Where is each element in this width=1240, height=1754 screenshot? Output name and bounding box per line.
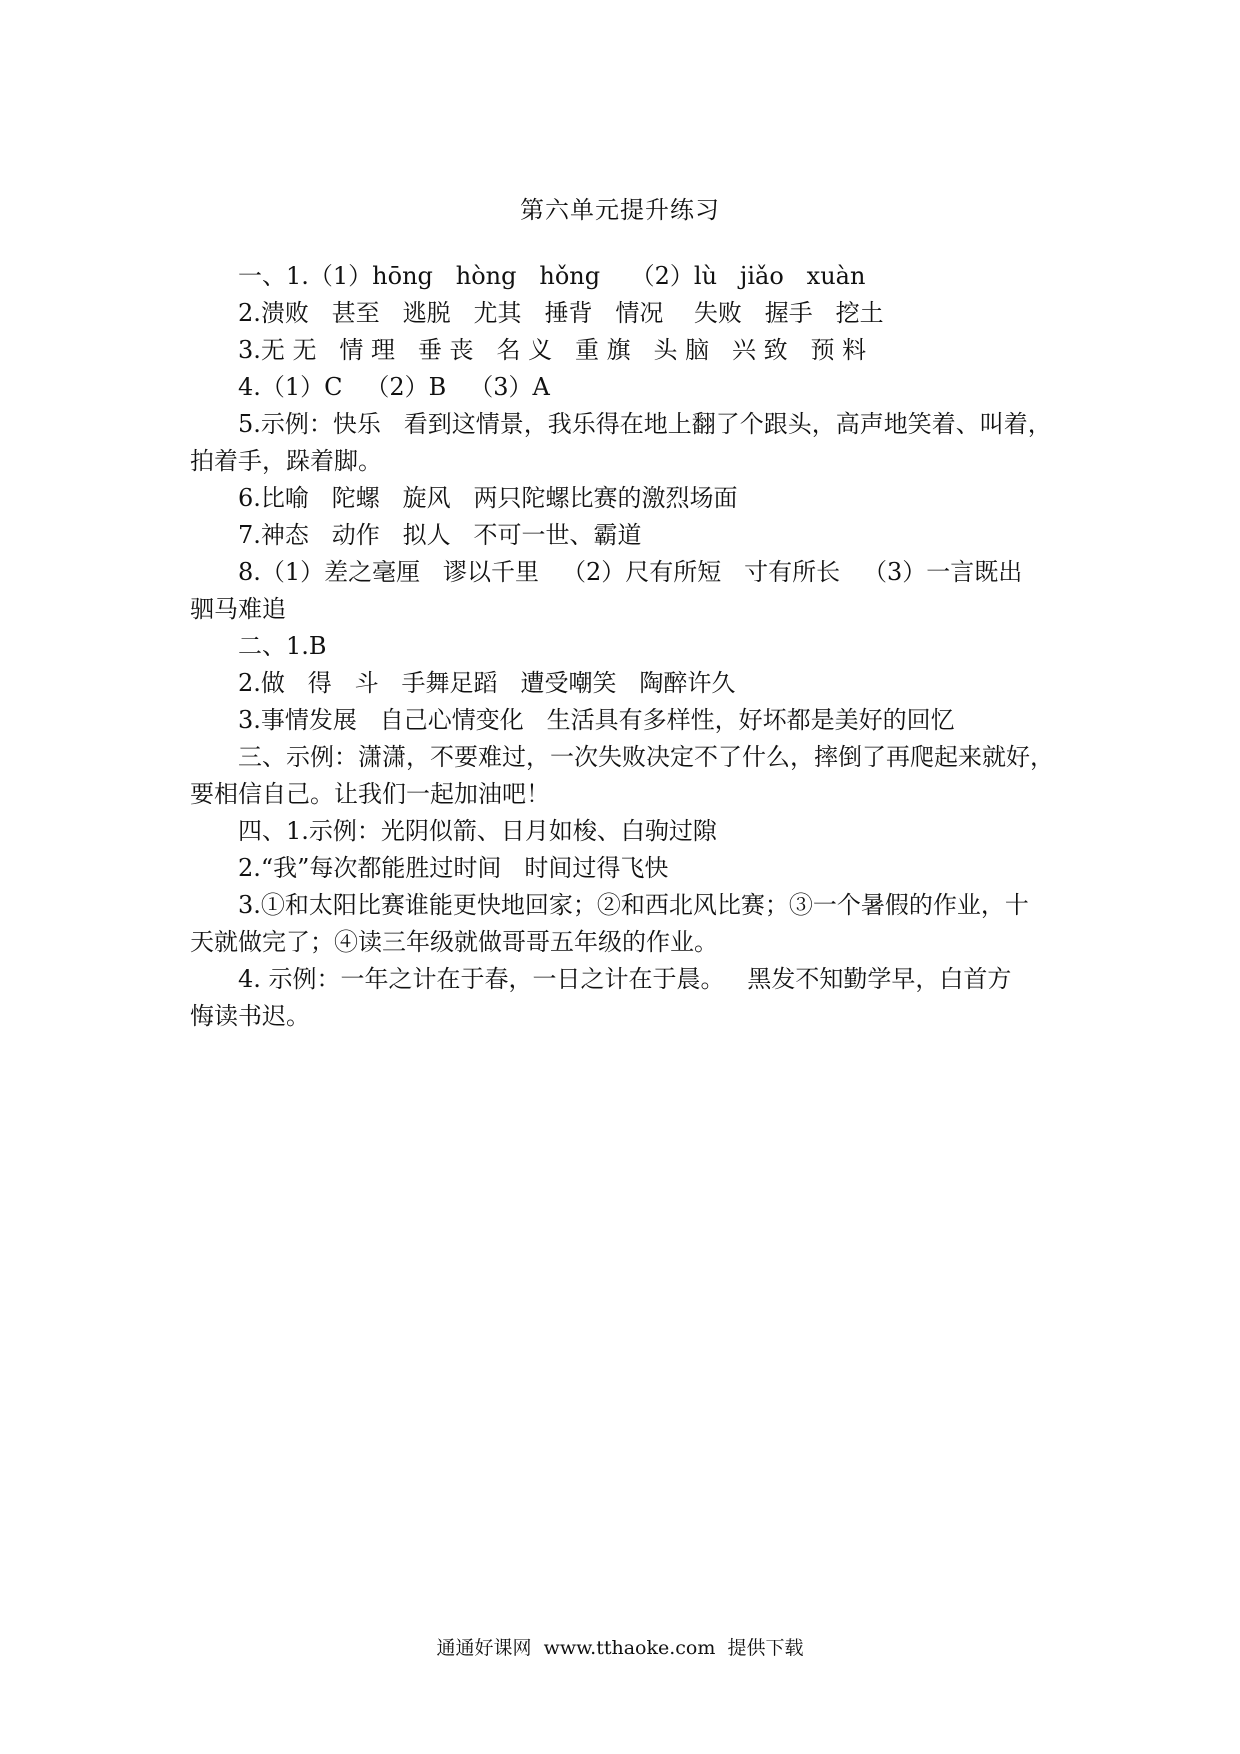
answer-line-1-4: 4.（1）C （2）B （3）A xyxy=(238,373,550,401)
answer-line-4-3-cont: 天就做完了；④读三年级就做哥哥五年级的作业。 xyxy=(190,928,718,956)
answer-line-1-5: 5.示例：快乐 看到这情景，我乐得在地上翻了个跟头，高声地笑着、叫着， xyxy=(238,410,1052,438)
page-title: 第六单元提升练习 xyxy=(520,196,720,224)
answer-line-1-8: 8.（1）差之毫厘 谬以千里 （2）尺有所短 寸有所长 （3）一言既出 xyxy=(238,558,1023,586)
answer-line-4-4: 4. 示例：一年之计在于春，一日之计在于晨。 黑发不知勤学早，白首方 xyxy=(238,965,1012,993)
answer-line-1-8-cont: 驷马难追 xyxy=(190,595,286,623)
answer-line-4-2: 2.“我”每次都能胜过时间 时间过得飞快 xyxy=(238,854,669,882)
answer-line-3: 三、示例：潇潇，不要难过，一次失败决定不了什么，摔倒了再爬起来就好， xyxy=(238,743,1054,771)
answer-line-1-5-cont: 拍着手，跺着脚。 xyxy=(190,447,382,475)
answer-line-1-3: 3.无 无 情 理 垂 丧 名 义 重 旗 头 脑 兴 致 预 料 xyxy=(238,336,867,364)
answer-line-1-7: 7.神态 动作 拟人 不可一世、霸道 xyxy=(238,521,642,549)
answer-line-2-3: 3.事情发展 自己心情变化 生活具有多样性，好坏都是美好的回忆 xyxy=(238,706,955,734)
answer-line-1-2: 2.溃败 甚至 逃脱 尤其 捶背 情况 失败 握手 挖土 xyxy=(238,299,884,327)
answer-line-4-4-cont: 悔读书迟。 xyxy=(190,1002,310,1030)
answer-line-4-1: 四、1.示例：光阴似箭、日月如梭、白驹过隙 xyxy=(238,817,717,845)
answer-line-1-1: 一、1.（1）hōng hòng hǒng （2）lù jiǎo xuàn xyxy=(238,262,866,290)
answer-line-1-6: 6.比喻 陀螺 旋风 两只陀螺比赛的激烈场面 xyxy=(238,484,738,512)
answer-line-4-3: 3.①和太阳比赛谁能更快地回家；②和西北风比赛；③一个暑假的作业，十 xyxy=(238,891,1029,919)
answer-line-3-cont: 要相信自己。让我们一起加油吧！ xyxy=(190,780,550,808)
answer-content xyxy=(190,258,1058,1035)
answer-line-2-1: 二、1.B xyxy=(238,632,327,660)
page-footer: 通通好课网 www.tthaoke.com 提供下载 xyxy=(436,1637,804,1659)
answer-line-2-2: 2.做 得 斗 手舞足蹈 遭受嘲笑 陶醉许久 xyxy=(238,669,736,697)
